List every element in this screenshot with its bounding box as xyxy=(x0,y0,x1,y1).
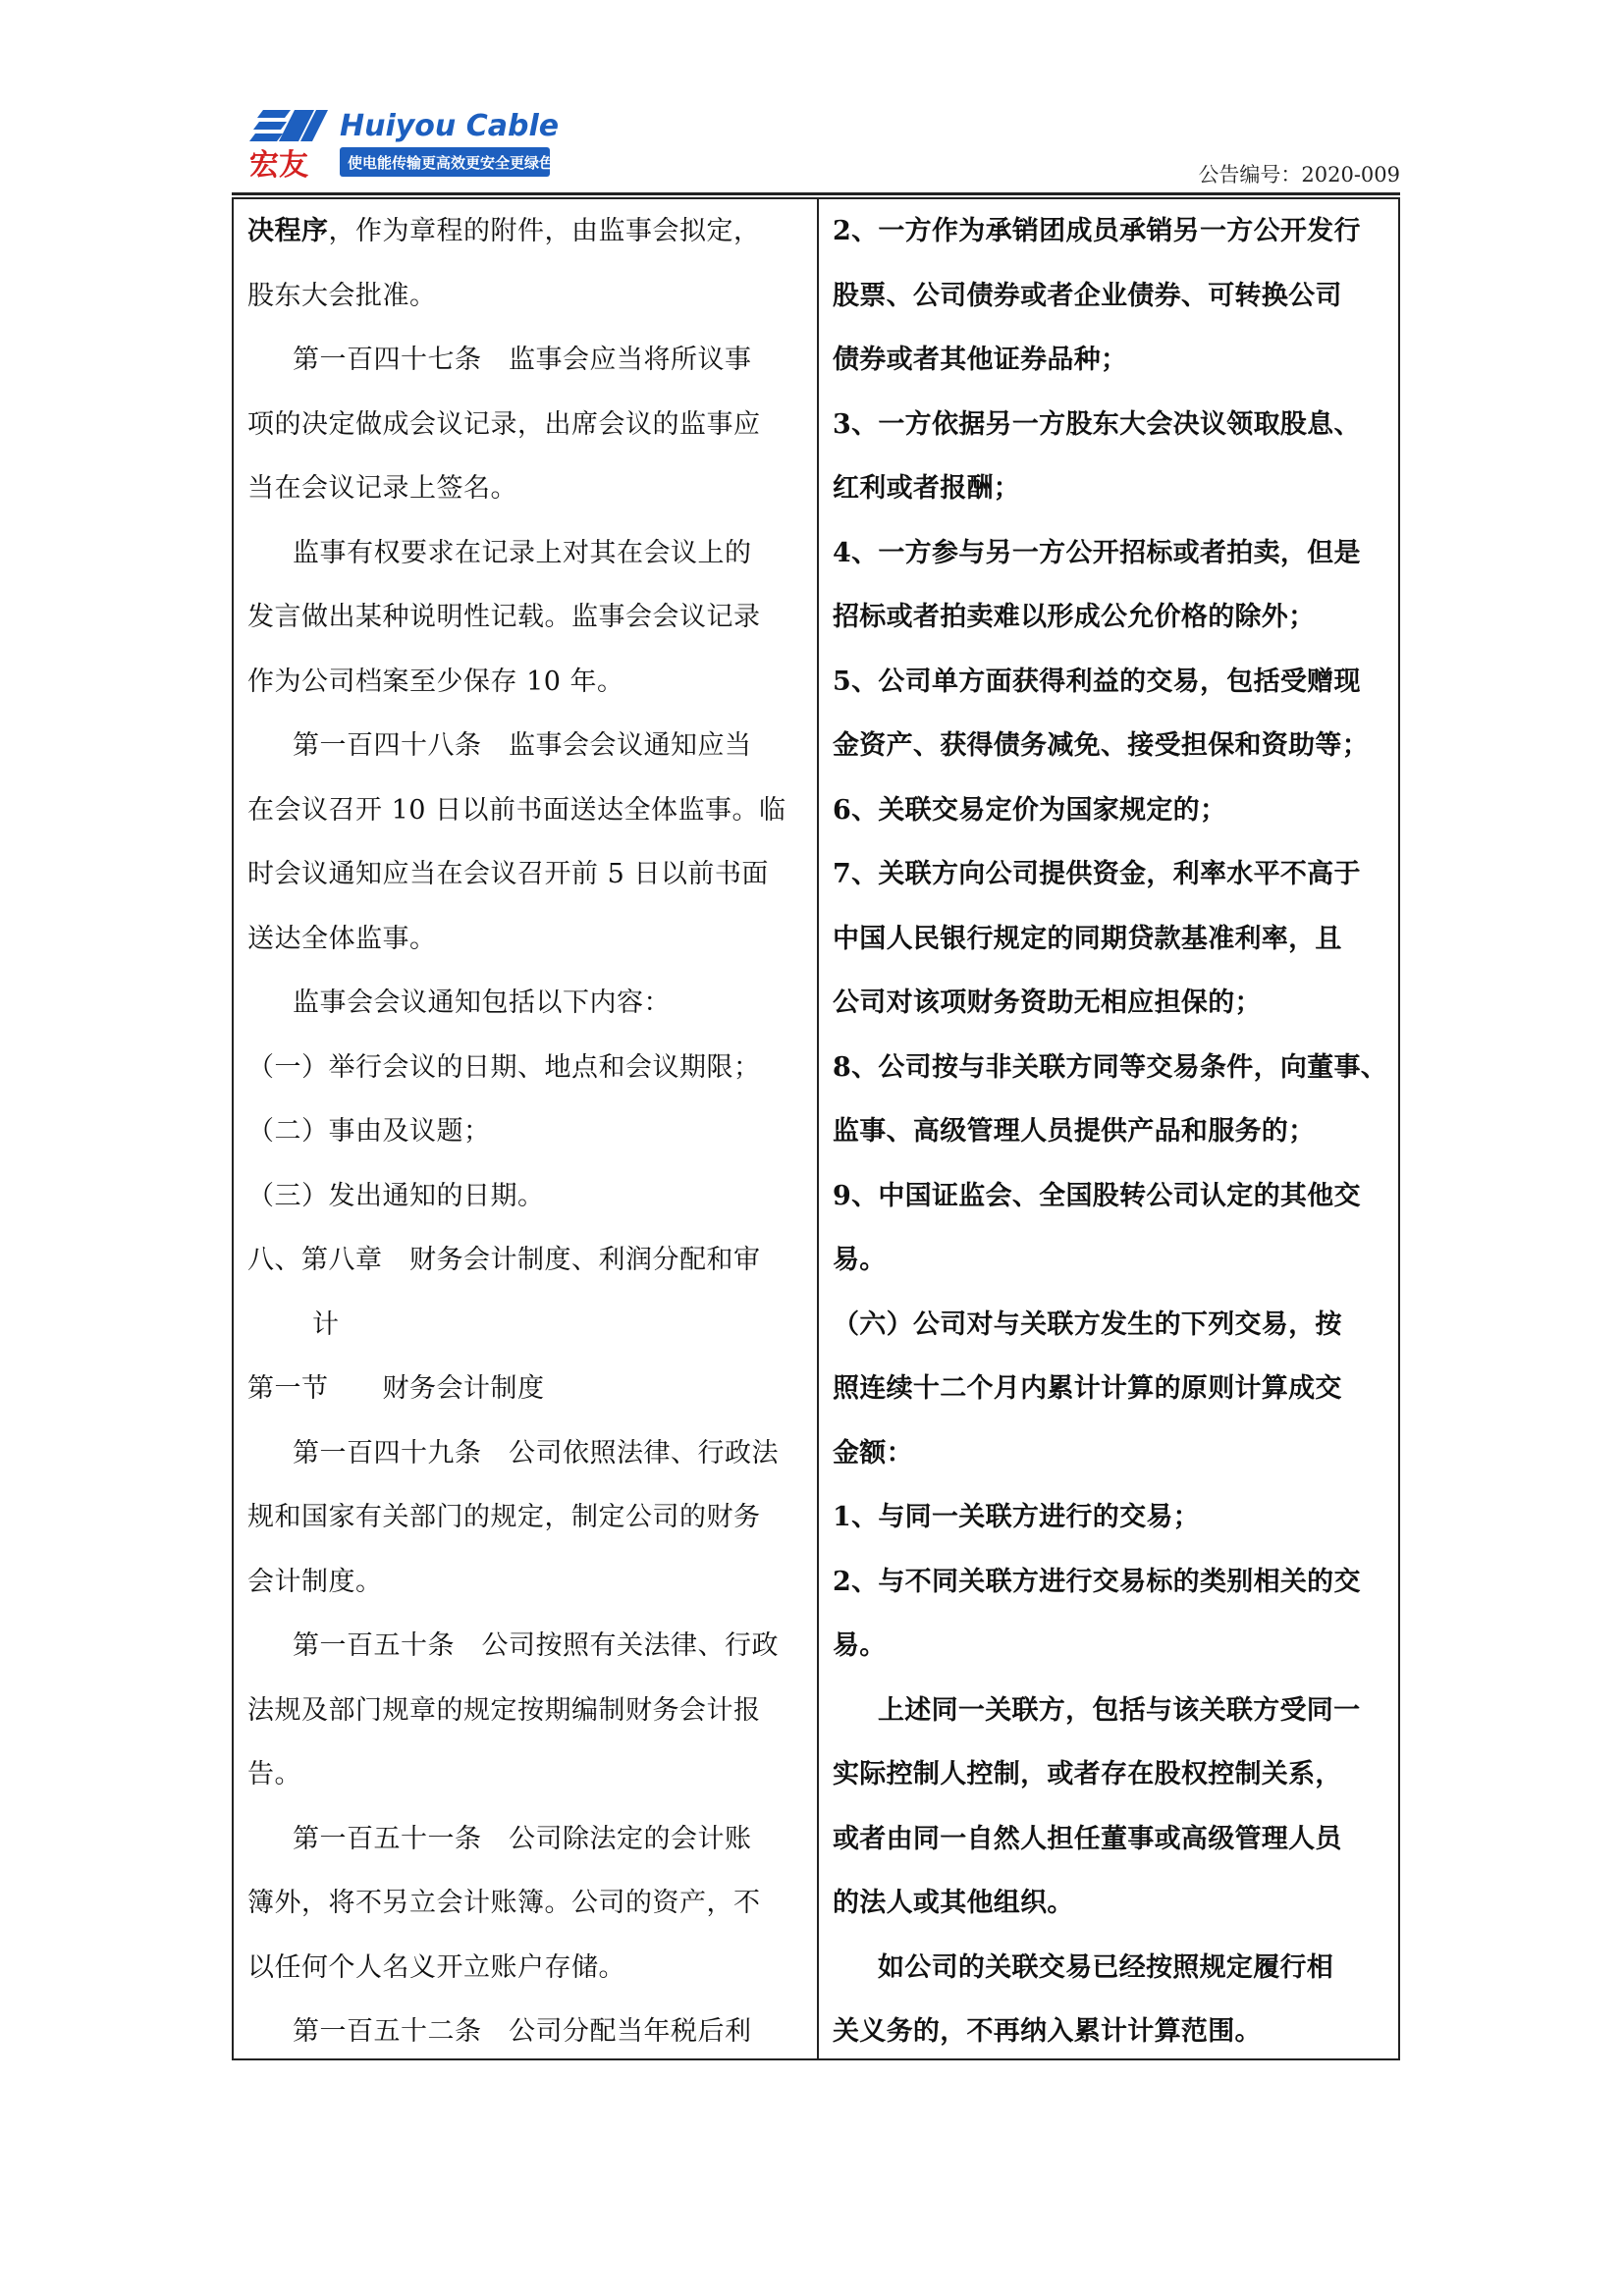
left-line: 规和国家有关部门的规定，制定公司的财务 xyxy=(247,1502,761,1532)
left-line: 发言做出某种说明性记载。监事会会议记录 xyxy=(247,602,761,632)
right-line: 招标或者拍卖难以形成公允价格的除外； xyxy=(833,602,1316,632)
right-line: 5、公司单方面获得利益的交易，包括受赠现 xyxy=(833,666,1361,697)
right-line: 红利或者报酬； xyxy=(833,473,1021,504)
right-line: 金资产、获得债务减免、接受担保和资助等； xyxy=(833,730,1369,761)
left-line: （二）事由及议题； xyxy=(247,1116,491,1147)
left-line: 以任何个人名义开立账户存储。 xyxy=(247,1951,625,1983)
notice-number: 公告编号：2020-009 xyxy=(1198,163,1400,187)
left-line: 股东大会批准。 xyxy=(247,280,437,311)
right-line: 3、一方依据另一方股东大会决议领取股息、 xyxy=(833,408,1361,440)
right-line: 1、与同一关联方进行的交易； xyxy=(833,1502,1200,1532)
left-line: 作为公司档案至少保存 10 年。 xyxy=(247,666,624,697)
left-line: 在会议召开 10 日以前书面送达全体监事。临 xyxy=(247,794,786,826)
header-rule xyxy=(232,192,1400,195)
left-line: 簿外，将不另立会计账簿。公司的资产，不 xyxy=(247,1888,761,1918)
right-line: 易。 xyxy=(833,1630,887,1661)
left-line: （三）发出通知的日期。 xyxy=(247,1180,545,1211)
left-line: 第一百五十条 公司按照有关法律、行政 xyxy=(293,1630,779,1661)
right-line: 照连续十二个月内累计计算的原则计算成交 xyxy=(833,1373,1342,1404)
left-line: 法规及部门规章的规定按期编制财务会计报 xyxy=(247,1694,761,1726)
right-line: 8、公司按与非关联方同等交易条件，向董事、 xyxy=(833,1051,1388,1083)
right-line: 债券或者其他证券品种； xyxy=(833,345,1128,375)
right-line: 9、中国证监会、全国股转公司认定的其他交 xyxy=(833,1180,1361,1211)
right-line: 中国人民银行规定的同期贷款基准利率，且 xyxy=(833,923,1342,954)
left-line: 当在会议记录上签名。 xyxy=(247,473,517,504)
right-line: 6、关联交易定价为国家规定的； xyxy=(833,794,1227,826)
left-line: （一）举行会议的日期、地点和会议期限； xyxy=(247,1051,761,1083)
logo-en-text: Huiyou Cable xyxy=(340,109,560,143)
right-line: 如公司的关联交易已经按照规定履行相 xyxy=(878,1951,1334,1983)
right-line: 监事、高级管理人员提供产品和服务的； xyxy=(833,1116,1316,1147)
chapter-heading: 八、第八章 财务会计制度、利润分配和审 xyxy=(247,1245,761,1275)
right-line: 7、关联方向公司提供资金，利率水平不高于 xyxy=(833,859,1361,889)
page-header xyxy=(232,108,1400,192)
left-line: 第一百四十七条 监事会应当将所议事 xyxy=(293,345,752,375)
logo-slogan-text: 使电能传输更高效更安全更绿色 xyxy=(348,154,555,172)
left-line-rest: ，作为章程的附件，由监事会拟定， xyxy=(328,216,761,246)
left-column xyxy=(247,205,805,2070)
right-line: 上述同一关联方，包括与该关联方受同一 xyxy=(878,1694,1361,1726)
right-line: （六）公司对与关联方发生的下列交易，按 xyxy=(833,1308,1342,1340)
left-line: 时会议通知应当在会议召开前 5 日以前书面 xyxy=(247,859,769,889)
logo-cn-text: 宏友 xyxy=(249,148,308,183)
left-line: 第一百四十八条 监事会会议通知应当 xyxy=(293,730,752,761)
right-line: 的法人或其他组织。 xyxy=(833,1888,1074,1918)
left-line: 第一百五十一条 公司除法定的会计账 xyxy=(293,1823,752,1854)
left-line: 决程序，作为章程的附件，由监事会拟定， xyxy=(247,216,761,246)
right-line: 或者由同一自然人担任董事或高级管理人员 xyxy=(833,1823,1342,1854)
company-logo xyxy=(245,108,560,185)
left-line: 会计制度。 xyxy=(247,1566,383,1597)
left-line: 监事会会议通知包括以下内容： xyxy=(293,988,671,1018)
left-line: 监事有权要求在记录上对其在会议上的 xyxy=(293,537,752,568)
right-line: 2、一方作为承销团成员承销另一方公开发行 xyxy=(833,216,1361,246)
right-line: 金额： xyxy=(833,1437,913,1468)
right-line: 公司对该项财务资助无相应担保的； xyxy=(833,988,1262,1018)
right-line: 4、一方参与另一方公开招标或者拍卖，但是 xyxy=(833,537,1361,568)
column-divider xyxy=(817,199,819,2058)
comparison-table xyxy=(232,197,1400,2060)
right-column xyxy=(833,205,1390,2070)
left-line: 告。 xyxy=(247,1759,301,1789)
left-line: 第一百五十二条 公司分配当年税后利 xyxy=(293,2016,752,2047)
left-line: 项的决定做成会议记录，出席会议的监事应 xyxy=(247,408,761,440)
chapter-heading-cont: 计 xyxy=(312,1308,340,1340)
right-line: 关义务的，不再纳入累计计算范围。 xyxy=(833,2016,1262,2047)
right-line: 易。 xyxy=(833,1245,887,1275)
right-line: 2、与不同关联方进行交易标的类别相关的交 xyxy=(833,1566,1361,1597)
logo-graphic xyxy=(245,108,560,185)
left-line: 送达全体监事。 xyxy=(247,923,437,954)
left-line: 第一百四十九条 公司依照法律、行政法 xyxy=(293,1437,779,1468)
section-heading: 第一节 财务会计制度 xyxy=(247,1373,545,1404)
right-line: 股票、公司债券或者企业债券、可转换公司 xyxy=(833,280,1342,311)
right-line: 实际控制人控制，或者存在股权控制关系， xyxy=(833,1759,1342,1789)
